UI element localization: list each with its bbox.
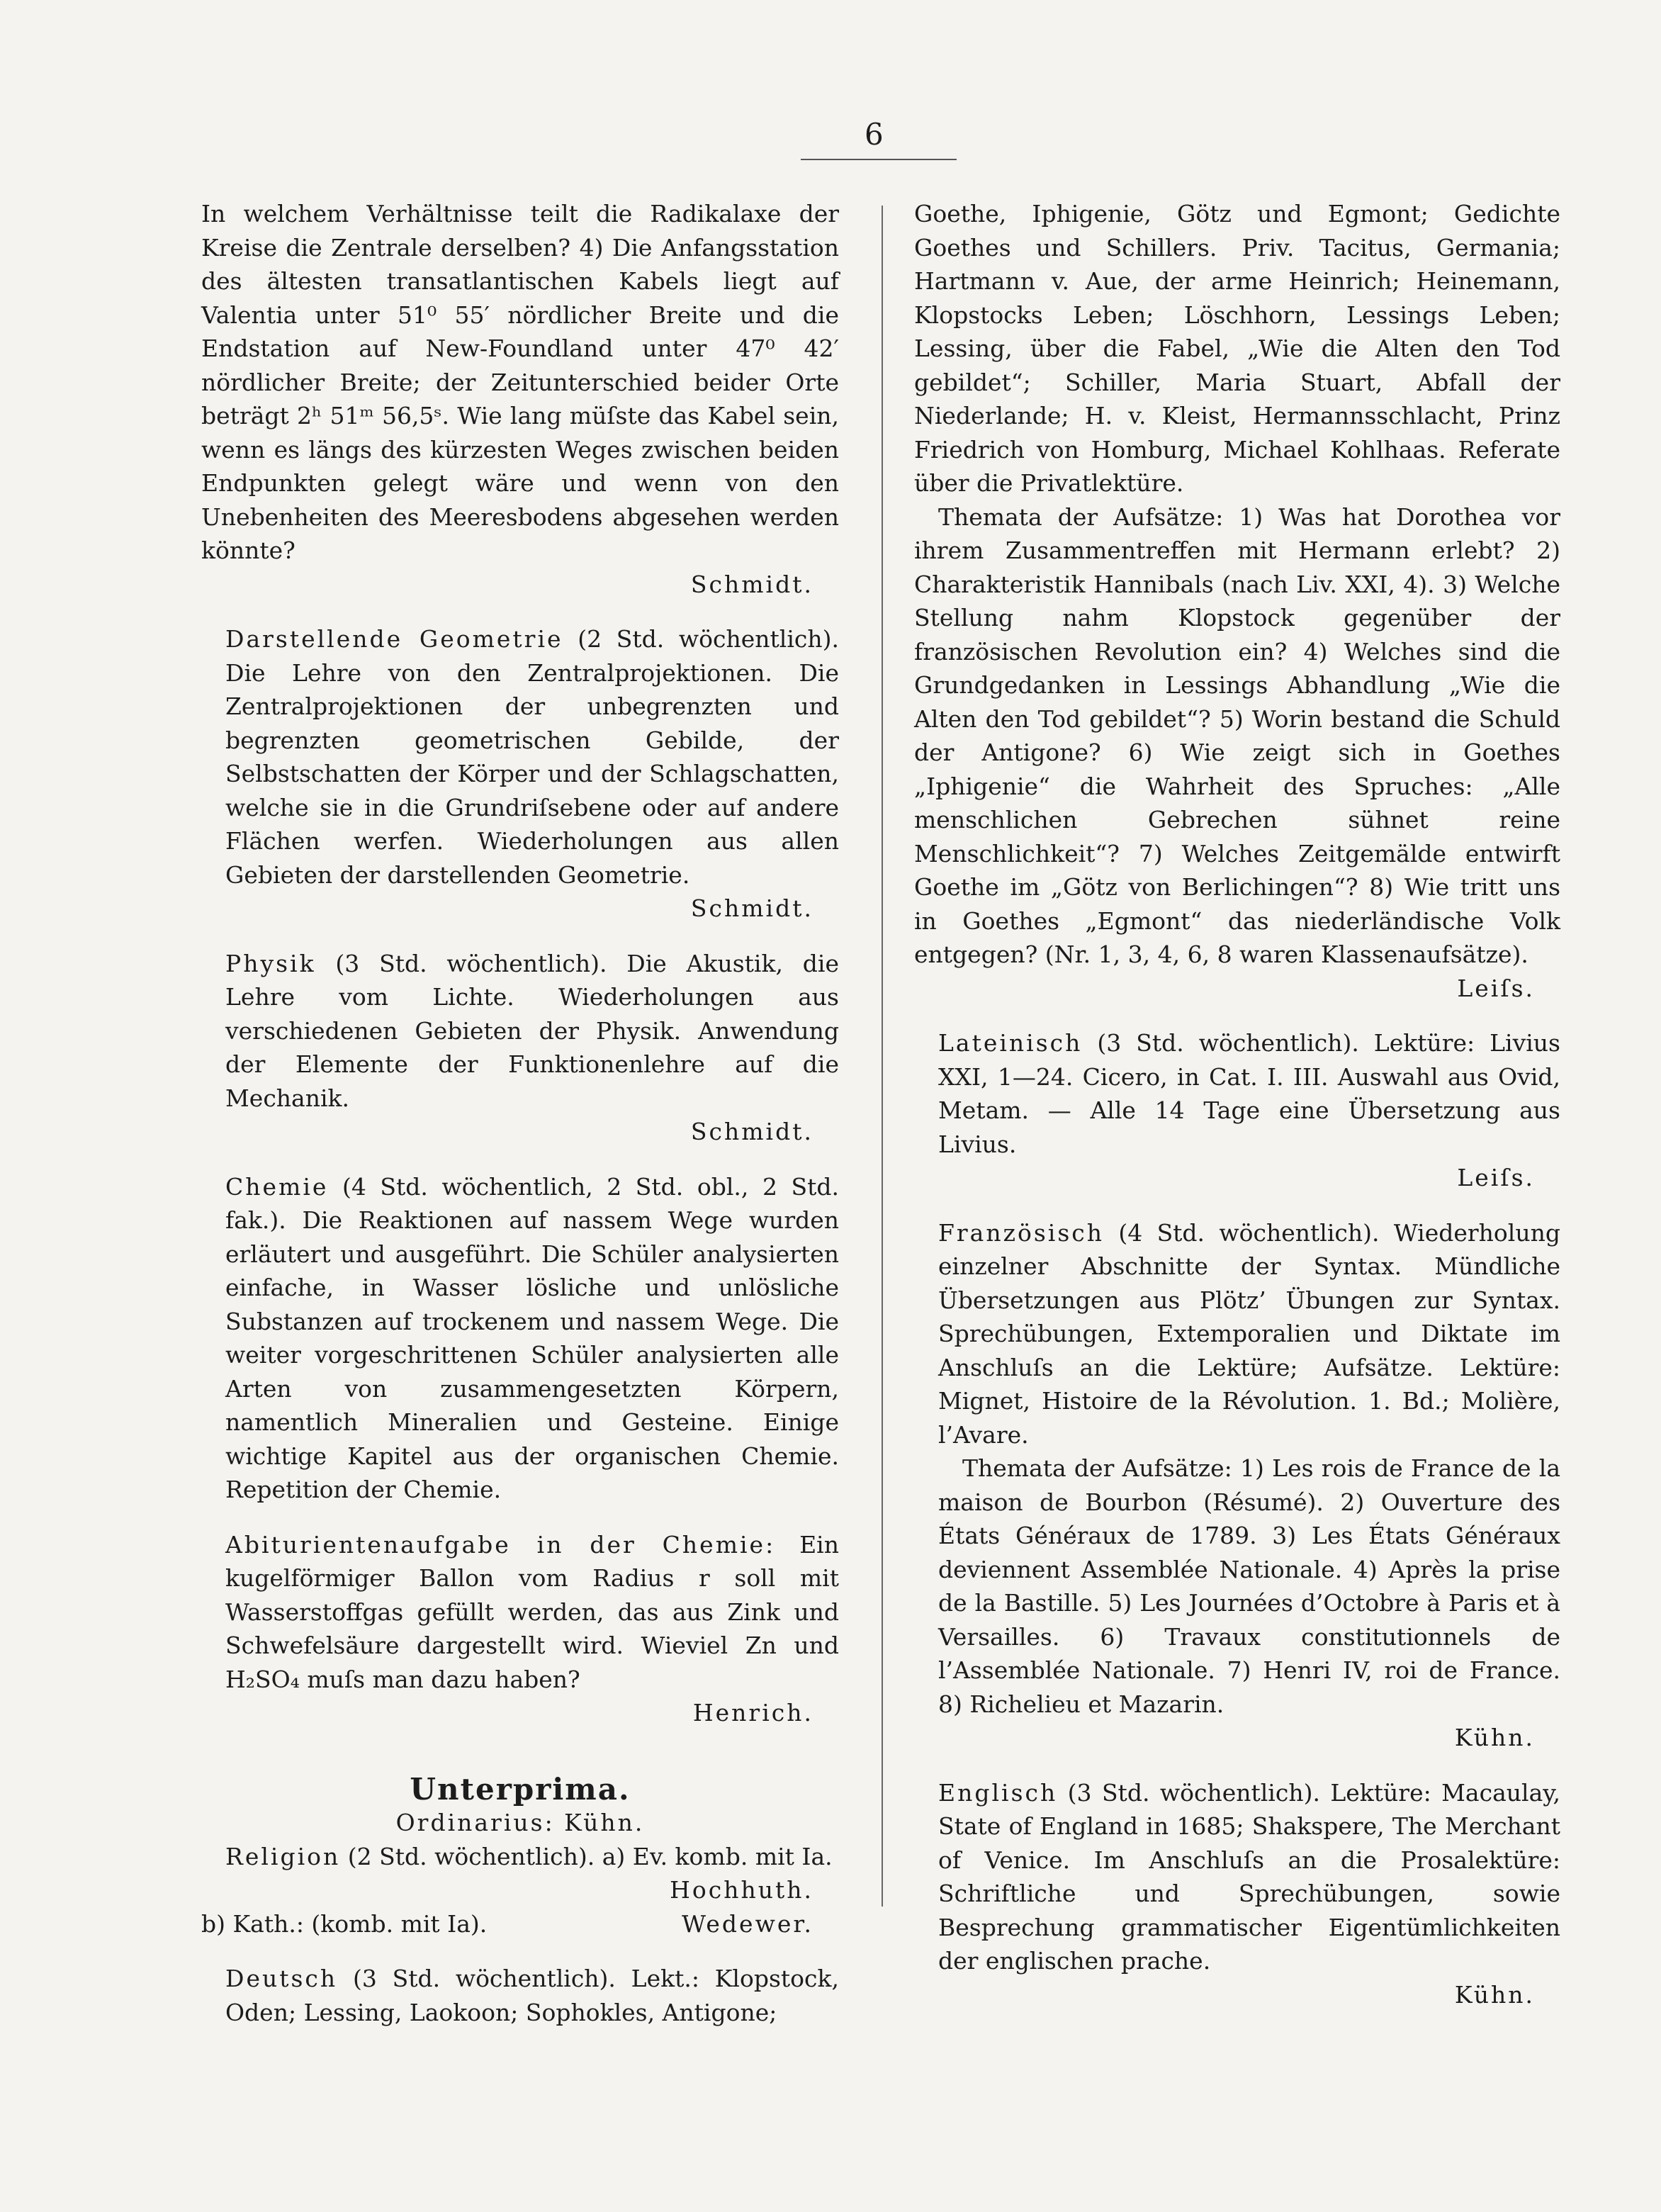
abitur-entry — [201, 1528, 839, 1730]
column-divider — [882, 206, 883, 1907]
abitur-text: Ein kugelförmiger Ballon vom Radius r soll mit Wasserstoffgas gefüllt werden, das aus Zink und Schwefelsäure dargestellt wird. Wieviel Zn und H₂SO₄ muſs man dazu haben? — [225, 1530, 839, 1693]
german-themata: Themata der Aufsätze: 1) Was hat Dorothea vor ihrem Zusammentreffen mit Hermann erlebt? 2) Charakteristik Hannibals (nach Liv. XXI, 4). 3) Welche Stellung nahm Klopstock gegenüber der französischen Revolution ein? 4) Welches sind die Grundgedanken in Lessings Abhandlung „Wie die Alten den Tod gebildet“? 5) Worin bestand die Schuld der Antigone? 6) Wie zeigt sich in Goethes „Iphigenie“ die Wahrheit des Spruches: „Alle menschlichen Gebrechen sühnet reine Menschlichkeit“? 7) Welches Zeitgemälde entwirft Goethe im „Götz von Berlichingen“? 8) Wie tritt uns in Goethes „Egmont“ das niederländische Volk entgegen? (Nr. 1, 3, 4, 6, 8 waren Klassenaufsätze). — [914, 503, 1560, 968]
page-number: 6 — [865, 117, 884, 152]
chemistry-entry — [201, 1170, 839, 1507]
chemistry-text: (4 Std. wöchentlich, 2 Std. obl., 2 Std. fak.). Die Reaktionen auf nassem Wege wurden erläutert und ausgeführt. Die Schüler analysierten einfache, in Wasser lösliche und unlösliche Substanzen auf trockenem und nassem Wege. Die weiter vorgeschrittenen Schüler analysierten alle Arten von zusammengesetzten Körpern, namentlich Mineralien und Gesteine. Einige wichtige Kapitel aus der organischen Chemie. Repetition der Chemie. — [225, 1172, 839, 1503]
chemistry-subject: Chemie — [225, 1172, 329, 1201]
german-text: (3 Std. wöchentlich). Lekt.: Klopstock, Oden; Lessing, Laokoon; Sophokles, Antigone; — [225, 1965, 839, 2026]
math-signature: Schmidt. — [690, 570, 813, 598]
abitur-subject: Abiturientenaufgabe in der Chemie: — [225, 1530, 776, 1559]
religion-a-signature: Hochhuth. — [670, 1876, 813, 1904]
ordinarius: Ordinarius: Kühn. — [395, 1809, 645, 1836]
latin-signature: Leiſs. — [1457, 1164, 1535, 1191]
english-text: (3 Std. wöchentlich). Lektüre: Macaulay, State of England in 1685; Shakspere, The Merchant of Venice. Im Anschluſs an die Prosalektüre: Schriftliche und Sprechübungen, sowie Besprechung grammatischer Eigentümlichkeiten der englischen prache. — [938, 1778, 1560, 1975]
latin-text: (3 Std. wöchentlich). Lektüre: Livius XXI, 1—24. Cicero, in Cat. I. III. Auswahl aus Ovid, Metam. — Alle 14 Tage eine Übersetzung aus Livius. — [938, 1029, 1560, 1158]
german-subject: Deutsch — [225, 1965, 338, 1992]
abitur-signature: Henrich. — [692, 1699, 813, 1727]
english-subject: Englisch — [938, 1778, 1058, 1807]
physics-entry — [201, 947, 839, 1149]
german-cont-text: Goethe, Iphigenie, Götz und Egmont; Gedichte Goethes und Schillers. Priv. Tacitus, Germania; Hartmann v. Aue, der arme Heinrich; Heinemann, Klopstocks Leben; Löschhorn, Lessings Leben; Lessing, über die Fabel, „Wie die Alten den Tod gebildet“; Schiller, Maria Stuart, Abfall der Niederlande; H. v. Kleist, Hermannsschlacht, Prinz Friedrich von Homburg, Michael Kohlhaas. Referate über die Privatlektüre. — [914, 200, 1560, 497]
mathematics-continuation — [201, 197, 839, 601]
right-column — [914, 197, 1560, 2011]
french-subject: Französisch — [938, 1218, 1105, 1247]
latin-entry — [914, 1026, 1560, 1195]
section-title: Unterprima. — [410, 1771, 631, 1807]
french-themata: Themata der Aufsätze: 1) Les rois de France de la maison de Bourbon (Résumé). 2) Ouverture des États Généraux de 1789. 3) Les États Généraux deviennent Assemblée Nationale. 4) Après la prise de la Bastille. 5) Les Journées d’Octobre à Paris et à Versailles. 6) Travaux constitutionnels de l’Assemblée Nationale. 7) Henri IV, roi de France. 8) Richelieu et Mazarin. — [938, 1454, 1560, 1718]
religion-entry — [201, 1840, 839, 1941]
religion-b-signature: Wedewer. — [682, 1909, 813, 1938]
religion-a: (2 Std. wöchentlich). a) Ev. komb. mit Ia. — [347, 1842, 833, 1870]
physics-text: (3 Std. wöchentlich). Die Akustik, die Lehre vom Lichte. Wiederholungen aus verschiedenen Gebieten der Physik. Anwendung der Elemente der Funktionenlehre auf die Mechanik. — [225, 949, 839, 1112]
left-column — [201, 197, 839, 2029]
geometry-entry — [201, 622, 839, 926]
header-rule — [801, 159, 957, 160]
geometry-text: (2 Std. wöchentlich). Die Lehre von den Zentralprojektionen. Die Zentralprojektionen der unbegrenzten und begrenzten geometrischen Gebilde, der Selbstschatten der Körper und der Schlagschatten, welche sie in die Grundriſsebene oder auf andere Flächen werfen. Wiederholungen aus allen Gebieten der darstellenden Geometrie. — [225, 625, 839, 889]
geometry-subject: Darstellende Geometrie — [225, 625, 563, 653]
physics-signature: Schmidt. — [690, 1118, 813, 1145]
german-continuation — [914, 197, 1560, 1005]
german-signature: Leiſs. — [1457, 974, 1535, 1002]
french-text: (4 Std. wöchentlich). Wiederholung einzelner Abschnitte der Syntax. Mündliche Übersetzungen aus Plötz’ Übungen zur Syntax. Sprechübungen, Extemporalien und Diktate im Anschluſs an die Lektüre; Aufsätze. Lektüre: Mignet, Histoire de la Révolution. 1. Bd.; Molière, l’Avare. — [938, 1218, 1560, 1449]
french-entry — [914, 1216, 1560, 1755]
math-text: In welchem Verhältnisse teilt die Radikalaxe der Kreise die Zentrale derselben? 4) Die Anfangsstation des ältesten transatlantischen Kabels liegt auf Valentia unter 51⁰ 55′ nördlicher Breite und die Endstation auf New-Foundland unter 47⁰ 42′ nördlicher Breite; der Zeitunterschied beider Orte beträgt 2ʰ 51ᵐ 56,5ˢ. Wie lang müſste das Kabel sein, wenn es längs des kürzesten Weges zwischen beiden Endpunkten gelegt wäre und wenn von den Unebenheiten des Meeresbodens abgesehen werden könnte? — [201, 200, 839, 564]
physics-subject: Physik — [225, 949, 316, 977]
geometry-signature: Schmidt. — [690, 894, 813, 922]
religion-subject: Religion — [225, 1842, 341, 1870]
english-signature: Kühn. — [1454, 1980, 1535, 2009]
latin-subject: Lateinisch — [938, 1029, 1083, 1057]
religion-b: b) Kath.: (komb. mit Ia). — [201, 1909, 488, 1938]
german-entry — [201, 1962, 839, 2029]
english-entry — [914, 1776, 1560, 2012]
french-signature: Kühn. — [1454, 1724, 1535, 1751]
